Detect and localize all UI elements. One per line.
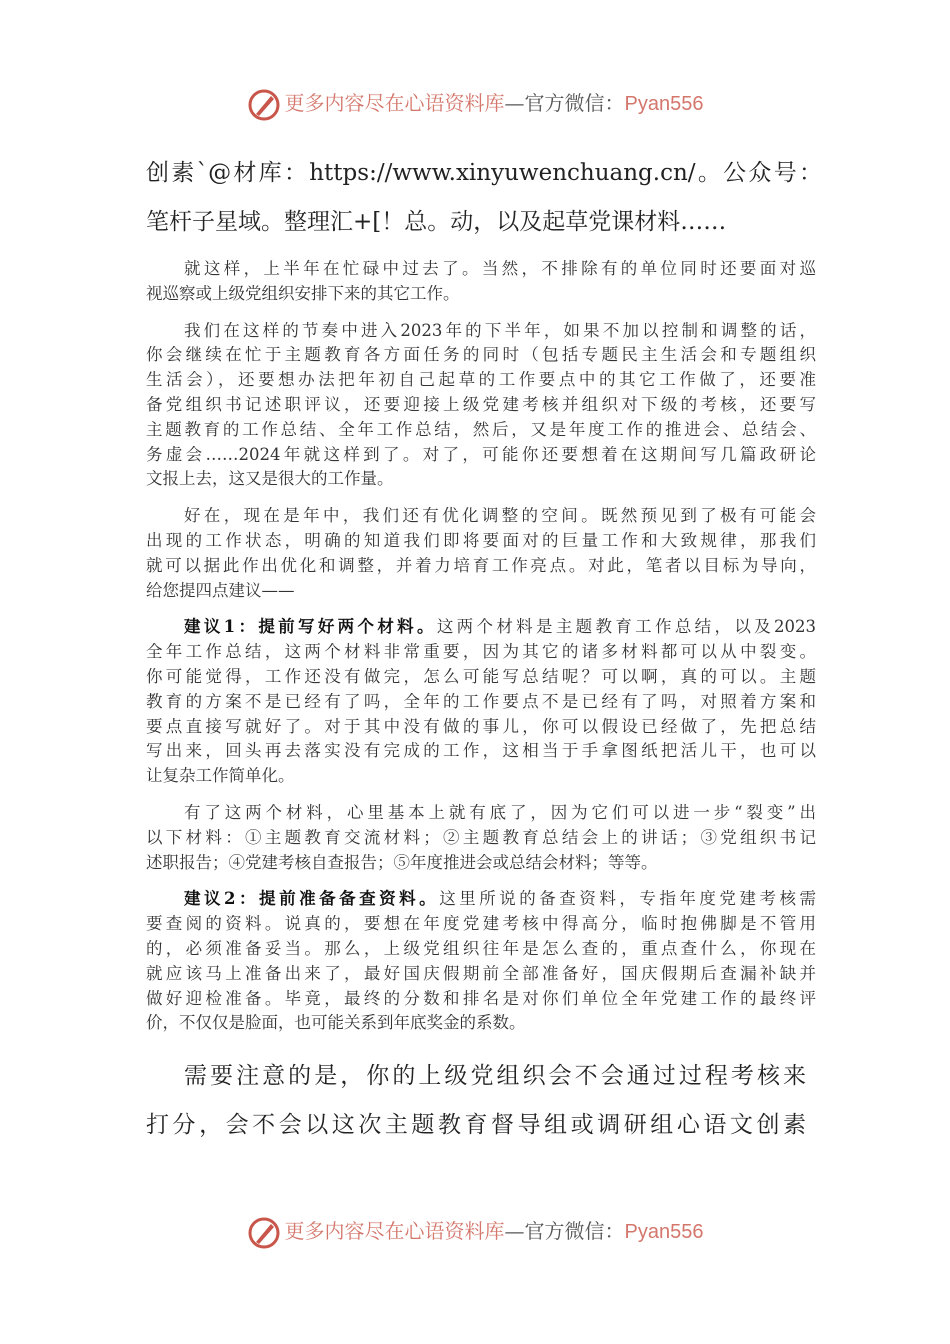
paragraph-line: 以下材料：①主题教育交流材料；②主题教育总结会上的讲话；③党组织书记 — [146, 827, 816, 847]
paragraph-line: 有了这两个材料，心里基本上就有底了，因为它们可以进一步“裂变”出 — [184, 802, 816, 822]
paragraph — [146, 887, 816, 1036]
paragraph-line: 做好迎检准备。毕竟，最终的分数和排名是对你们单位全年党建工作的最终评 — [146, 988, 816, 1008]
paragraph-line: 务虚会……2024年就这样到了。对了，可能你还要想着在这期间写几篇政研论 — [146, 444, 816, 464]
paragraph-line: 我们在这样的节奏中进入2023年的下半年，如果不加以控制和调整的话， — [184, 320, 816, 340]
banner-wechat-id: Pyan556 — [624, 93, 704, 115]
paragraph-line — [146, 615, 816, 640]
banner-wechat-label: —官方微信： — [504, 1219, 625, 1243]
banner-text: 更多内容尽在心语资料库 — [284, 91, 505, 115]
paragraph-line: 备党组织书记述职评议，还要迎接上级党建考核并组织对下级的考核，还要写 — [146, 394, 816, 414]
suggestion-heading: 建议1：提前写好两个材料。 — [184, 617, 437, 637]
paragraph-line: 视巡察或上级党组织安排下来的其它工作。 — [146, 283, 460, 303]
paragraph-line: 给您提四点建议—— — [146, 580, 295, 600]
paragraph-line — [146, 887, 816, 912]
paragraph — [146, 319, 816, 493]
pen-logo-icon — [247, 1216, 281, 1250]
banner-wechat-label: —官方微信： — [504, 91, 625, 115]
intro-line: 创素`@材库：https://www.xinyuwenchuang.cn/。公众号： — [146, 160, 822, 186]
footer-watermark-banner — [0, 1211, 950, 1251]
paragraph-line: 要查阅的资料。说真的，要想在年度党建考核中得高分，临时抱佛脚是不管用 — [146, 914, 816, 934]
paragraph-line: 你可能觉得，工作还没有做完，怎么可能写总结呢？可以啊，真的可以。主题 — [146, 666, 816, 686]
paragraph-line: 教育的方案不是已经有了吗，全年的工作要点不是已经有了吗，对照着方案和 — [146, 691, 816, 711]
paragraph-line: 的，必须准备妥当。那么，上级党组织往年是怎么查的，重点查什么，你现在 — [146, 938, 816, 958]
large-text-line: 需要注意的是，你的上级党组织会不会通过过程考核来 — [184, 1063, 806, 1089]
intro-text — [146, 149, 822, 247]
paragraph-line-text: 这里所说的备查资料，专指年度党建考核需 — [439, 889, 817, 909]
paragraph-line: 生活会），还要想办法把年初自己起草的工作要点中的其它工作做了，还要准 — [146, 370, 816, 390]
paragraph-line: 就可以据此作出优化和调整，并着力培育工作亮点。对此，笔者以目标为导向， — [146, 555, 816, 575]
paragraph-line: 好在，现在是年中，我们还有优化调整的空间。既然预见到了极有可能会 — [184, 506, 816, 526]
paragraph — [146, 257, 816, 307]
paragraph-line: 述职报告；④党建考核自查报告；⑤年度推进会或总结会材料；等等。 — [146, 852, 658, 872]
document-body — [146, 257, 816, 1048]
banner-text: 更多内容尽在心语资料库 — [284, 1219, 505, 1243]
paragraph-line: 价，不仅仅是脸面，也可能关系到年底奖金的系数。 — [146, 1013, 526, 1033]
paragraph-line: 要点直接写就好了。对于其中没有做的事儿，你可以假设已经做了，先把总结 — [146, 716, 816, 736]
paragraph-line: 让复杂工作简单化。 — [146, 766, 295, 786]
header-watermark-banner — [0, 83, 950, 123]
paragraph-line-text: 这两个材料是主题教育工作总结，以及2023 — [436, 617, 816, 637]
paragraph-line: 全年工作总结，这两个材料非常重要，因为其它的诸多材料都可以从中裂变。 — [146, 642, 816, 662]
paragraph-line: 文报上去，这又是很大的工作量。 — [146, 469, 394, 489]
intro-line: 笔杆子星域。整理汇+[！总。动，以及起草党课材料…… — [146, 209, 727, 235]
paragraph-line: 就这样，上半年在忙碌中过去了。当然，不排除有的单位同时还要面对巡 — [184, 259, 816, 278]
paragraph — [146, 615, 816, 789]
paragraph-line: 就应该马上准备出来了，最好国庆假期前全部准备好，国庆假期后查漏补缺并 — [146, 963, 816, 983]
large-text-line: 打分，会不会以这次主题教育督导组或调研组心语文创素 — [146, 1112, 806, 1138]
paragraph-line: 你会继续在忙于主题教育各方面任务的同时（包括专题民主生活会和专题组织 — [146, 345, 816, 365]
banner-wechat-id: Pyan556 — [624, 1221, 704, 1243]
large-text-block — [146, 1052, 806, 1150]
paragraph — [146, 801, 816, 875]
paragraph-line: 出现的工作状态，明确的知道我们即将要面对的巨量工作和大致规律，那我们 — [146, 530, 816, 550]
paragraph — [146, 504, 816, 603]
paragraph-line: 主题教育的工作总结、全年工作总结，然后，又是年度工作的推进会、总结会、 — [146, 419, 816, 439]
pen-logo-icon — [247, 88, 281, 122]
paragraph-line: 写出来，回头再去落实没有完成的工作，这相当于手拿图纸把活儿干，也可以 — [146, 741, 816, 761]
suggestion-heading: 建议2：提前准备备查资料。 — [184, 889, 440, 909]
